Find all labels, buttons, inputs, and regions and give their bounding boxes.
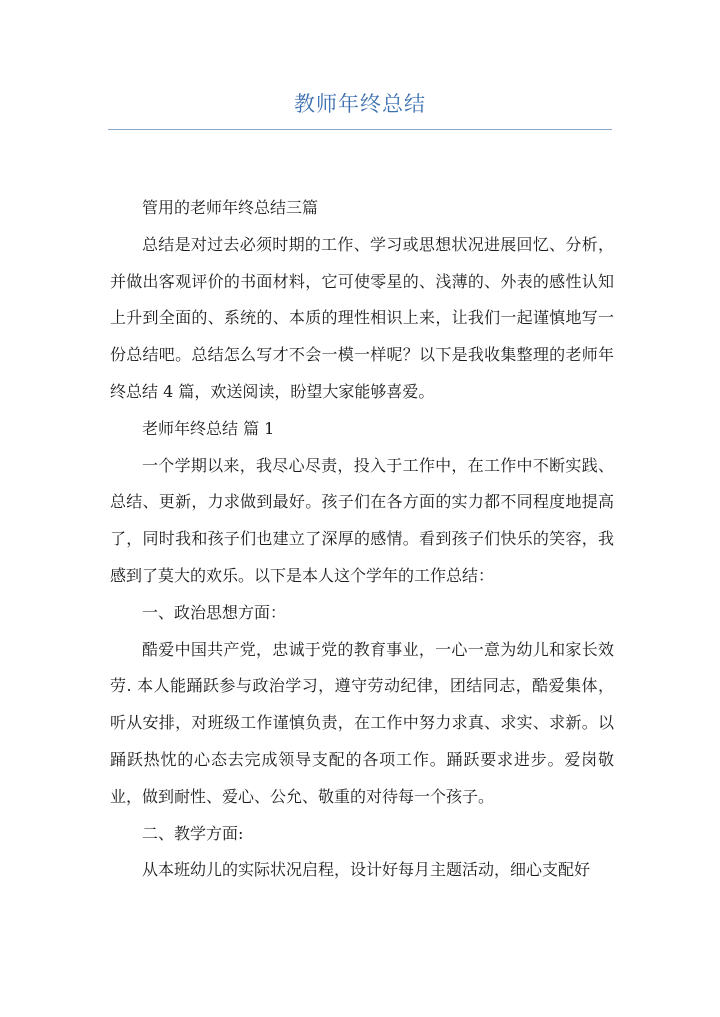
subtitle-paragraph: 管用的老师年终总结三篇	[142, 198, 319, 217]
intro-paragraph: 总结是对过去必须时期的工作、学习或思想状况进展回忆、分析，并做出客观评价的书面材料，它可使零星的、浅薄的、外表的感性认知上升到全面的、系统的、本质的理性相识上来，让我们一起谨慎地写一份总结吧。总结怎么写才不会一模一样呢？以下是我收集整理的老师年终总结 4 篇，欢送阅读，盼望大家能够喜爱。	[110, 234, 614, 401]
document-title: 教师年终总结	[294, 92, 426, 116]
section-heading: 一、政治思想方面：	[142, 602, 287, 622]
body-paragraph: 酷爱中国共产党，忠诚于党的教育事业，一心一意为幼儿和家长效劳. 本人能踊跃参与政治学习，遵守劳动纪律，团结同志，酷爱集体，听从安排，对班级工作谨慎负责，在工作中努力求真、求实、求新。以踊跃热忱的心态去完成领导支配的各项工作。踊跃要求进步。爱岗敬业，做到耐性、爱心、公允、敬重的对待每一个孩子。	[110, 639, 614, 806]
document-body	[110, 190, 614, 889]
body-paragraph: 一个学期以来，我尽心尽责，投入于工作中，在工作中不断实践、总结、更新，力求做到最好。孩子们在各方面的实力都不同程度地提高了，同时我和孩子们也建立了深厚的感情。看到孩子们快乐的笑容，我感到了莫大的欢乐。以下是本人这个学年的工作总结：	[110, 455, 614, 585]
title-divider	[108, 129, 612, 130]
body-paragraph: 从本班幼儿的实际状况启程，设计好每月主题活动，细心支配好	[142, 860, 591, 880]
section-heading: 老师年终总结 篇 1	[142, 418, 275, 438]
section-heading: 二、教学方面:	[142, 823, 244, 843]
